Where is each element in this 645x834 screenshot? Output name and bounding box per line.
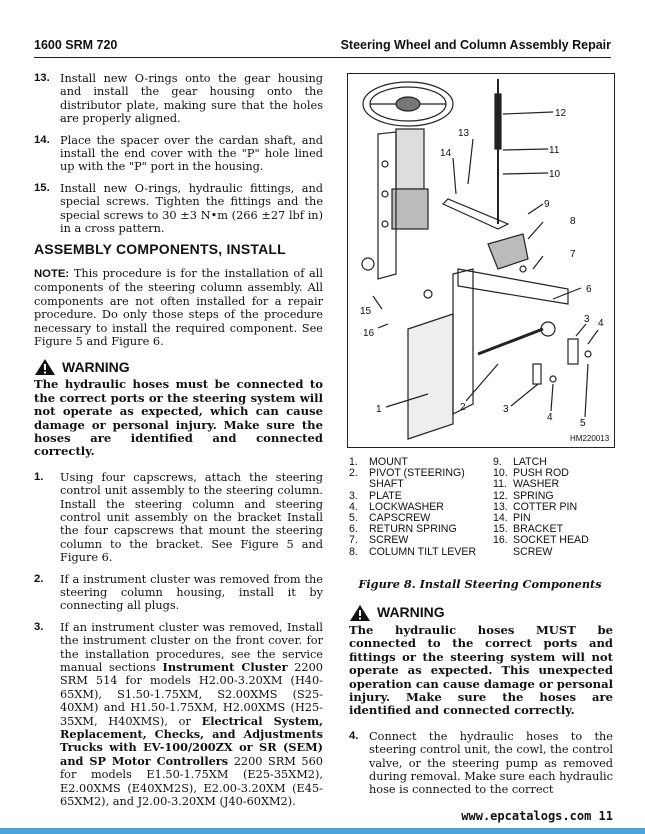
legend-right-column (493, 457, 614, 558)
legend-text: PLATE (369, 489, 402, 502)
legend-text: MOUNT (369, 456, 408, 468)
header-rule (34, 57, 611, 58)
header-section-title: Steering Wheel and Column Assembly Repair (340, 38, 611, 52)
callout: 5 (580, 418, 586, 429)
callout: 15 (360, 306, 372, 317)
legend-text: PIN (513, 512, 531, 525)
step-text: If an instrument cluster was removed, Install the instrument cluster on the front cover. for the installation procedures, see the service manual sections (60, 620, 323, 675)
page-number: 11 (598, 809, 613, 823)
warning-triangle-icon (34, 358, 56, 376)
legend-text: BRACKET (513, 523, 564, 536)
legend-number: 3. (349, 489, 358, 502)
legend-number: 5. (349, 512, 358, 525)
legend-number: 16. (493, 534, 508, 547)
left-column (34, 72, 323, 817)
legend-number: 11. (493, 478, 507, 491)
callout: 11 (549, 145, 560, 156)
callout: 4 (547, 412, 553, 423)
legend-number: 12. (493, 489, 508, 502)
callout: 3 (503, 404, 509, 415)
legend-text: SPRING (513, 489, 554, 502)
legend-text: COTTER PIN (513, 500, 578, 513)
manual-reference: Electrical System, Replacement, Checks, and Adjustments Trucks with EV-100/200ZX or SR (SEM) and SP Motor Controllers (60, 713, 323, 768)
callout: 10 (549, 169, 561, 180)
figure-code: HM220013 (570, 434, 610, 443)
legend-item (349, 468, 489, 490)
step-number: 4. (349, 729, 359, 742)
bottom-accent-bar (0, 828, 645, 834)
step-3 (34, 620, 323, 809)
note-label: NOTE: (34, 267, 70, 280)
legend-number: 4. (349, 500, 358, 513)
callout: 6 (586, 284, 592, 295)
callout: 9 (544, 199, 550, 210)
legend-text: CAPSCREW (369, 512, 431, 525)
callout: 2 (460, 402, 466, 413)
step-text: Using four capscrews, attach the steering control unit assembly to the steering column. Install the steering column and steering control unit assembly on the bracket Install the four capscrews that mount the steering column to the bracket. See Figure 5 and Figure 6. (60, 470, 323, 565)
legend-number: 15. (493, 523, 508, 536)
step-13 (34, 72, 323, 126)
legend-number: 8. (349, 545, 358, 558)
legend-item (493, 535, 614, 557)
manual-reference: Instrument Cluster (162, 660, 288, 675)
callout: 13 (458, 128, 470, 139)
step-text: Connect the hydraulic hoses to the steering control unit, the cowl, the control valve, or the steering pump as removed during removal. Make sure each hydraulic hose is connected to the correct (369, 729, 613, 797)
warning-box-2 (349, 604, 613, 718)
step-text: Install new O-rings onto the gear housing and install the gear housing onto the distributor plate, making sure that the holes are properly aligned. (60, 72, 323, 126)
callout: 3 (584, 314, 590, 325)
warning-title: WARNING (62, 358, 130, 375)
legend-number: 6. (349, 523, 358, 536)
legend-text: SOCKET HEAD SCREW (513, 534, 589, 558)
step-number: 1. (34, 470, 44, 483)
legend-text: LOCKWASHER (369, 500, 444, 513)
note-paragraph (34, 267, 323, 348)
legend-item (349, 535, 489, 546)
step-number: 13. (34, 72, 50, 84)
warning-box-1 (34, 358, 323, 458)
step-number: 15. (34, 181, 50, 194)
callout: 14 (440, 148, 452, 159)
note-text: This procedure is for the installation of all components of the steering column assembly. All components are not often installed for a repair procedure. Do only those steps of the procedure necessary to install the required component. See Figure 5 and Figure 6. (34, 266, 323, 348)
figure-caption: Figure 8. Install Steering Components (358, 577, 602, 591)
step-15 (34, 181, 323, 236)
step-14 (34, 133, 323, 174)
step-text: Place the spacer over the cardan shaft, and install the end cover with the "P" hole lined up with the "P" port in the housing. (60, 133, 323, 174)
callout: 16 (363, 328, 375, 339)
legend-text: PUSH ROD (513, 467, 569, 480)
legend-text: WASHER (513, 478, 560, 491)
step-text: 2200 SRM 560 for models E1.50-1.75XM (E25-35XM2), E2.00XMS (E40XM2S), E2.00-3.20XM (E45-65XM2), and J2.00-3.20XM (J40-60XM2). (60, 754, 323, 809)
legend-text: LATCH (513, 456, 547, 468)
step-text: Install new O-rings, hydraulic fittings, and special screws. Tighten the fittings and the special screws to 30 ±3 N•m (266 ±27 lbf in) in a cross pattern. (60, 181, 323, 236)
legend-number: 14. (493, 512, 508, 525)
step-2 (34, 572, 323, 613)
step-4 (349, 730, 613, 797)
callout: 12 (555, 108, 567, 119)
legend-number: 13. (493, 500, 508, 513)
legend-text: COLUMN TILT LEVER (369, 545, 477, 558)
step-number: 2. (34, 572, 44, 585)
legend-item (493, 502, 614, 513)
legend-text: PIVOT (STEERING) SHAFT (369, 467, 465, 491)
figure-8-illustration (347, 73, 615, 448)
legend-item (349, 547, 489, 558)
step-text: 2200 SRM 514 for models H2.00-3.20XM (H40-65XM), S1.50-1.75XM, S2.00XMS (S25-40XM) and H1.50-1.75XM, H2.00XMS (H25-35XM, H40XMS), or (60, 661, 323, 728)
legend-text: RETURN SPRING (369, 523, 457, 536)
warning-text: The hydraulic hoses must be connected to the correct ports or the steering system will not operate as expected, which can cause damage or personal injury. Make sure the hoses are identified and connected correctly. (34, 377, 323, 459)
step-text: If a instrument cluster was removed from the steering column housing, install it by connecting all plugs. (60, 572, 323, 613)
steering-assembly-drawing (348, 74, 614, 447)
legend-number: 2. (349, 467, 358, 480)
page-header (34, 38, 611, 54)
callout: 1 (376, 404, 382, 415)
legend-text: SCREW (369, 534, 409, 547)
callout: 8 (570, 216, 576, 227)
page-footer (420, 809, 613, 823)
warning-title: WARNING (377, 604, 445, 621)
header-doc-id: 1600 SRM 720 (34, 38, 118, 52)
legend-item (493, 479, 614, 490)
step-number: 3. (34, 620, 44, 633)
warning-text: The hydraulic hoses MUST be connected to the correct ports and fittings or the steering system will not operate as expected. This unexpected operation can cause damage or personal injury. Make sure the hoses are identified and connected correctly. (349, 623, 613, 718)
callout: 4 (598, 318, 604, 329)
step-number: 14. (34, 133, 50, 146)
warning-triangle-icon (349, 604, 371, 622)
legend-number: 7. (349, 534, 358, 547)
legend-left-column (349, 457, 489, 558)
callout: 7 (570, 249, 576, 260)
section-heading: ASSEMBLY COMPONENTS, INSTALL (34, 241, 286, 258)
legend-number: 10. (493, 467, 508, 480)
footer-site: www.epcatalogs.com (461, 809, 592, 823)
step-1 (34, 470, 323, 565)
right-column (349, 604, 613, 805)
legend-number: 1. (349, 456, 358, 468)
legend-number: 9. (493, 456, 502, 468)
